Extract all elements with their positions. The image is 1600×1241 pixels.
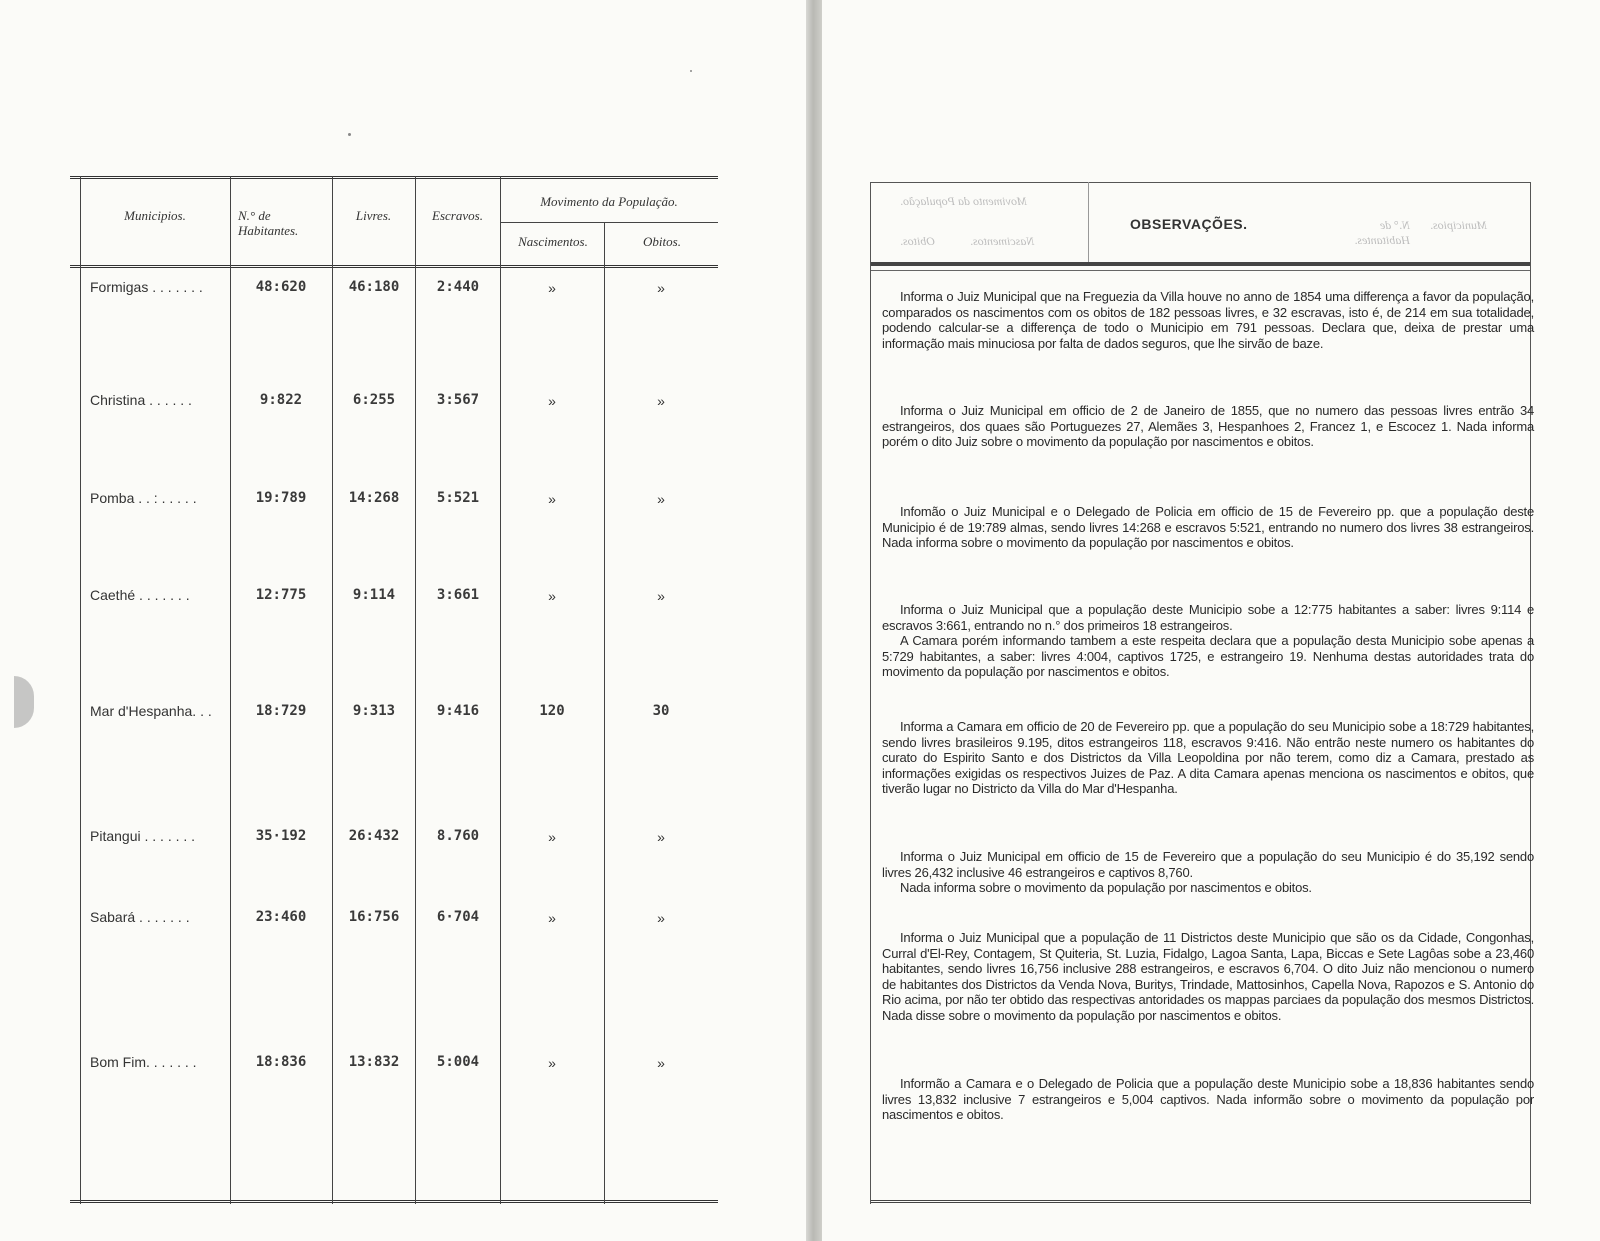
cell-escravos: 9:416 xyxy=(436,703,480,719)
observation-text: Informa o Juiz Municipal em officio de 15 de Fevereiro que a população do seu Municipio é do 35,192 sendo livres 26,432 inclusive 46 estrangeiros e captivos 8,760. xyxy=(882,849,1534,880)
cell-livres: 9:313 xyxy=(352,703,396,719)
movimento-divider xyxy=(500,222,718,223)
obs-header-border-thin xyxy=(870,270,1530,271)
binding-hole xyxy=(14,676,34,728)
header-escravos: Escravos. xyxy=(432,208,483,223)
cell-municipio: Mar d'Hespanha. . . xyxy=(90,703,212,719)
header-livres: Livres. xyxy=(355,208,392,223)
cell-municipio: Christina . . . . . . xyxy=(90,392,192,408)
cell-nascimentos: » xyxy=(548,280,556,296)
cell-habitantes: 18:836 xyxy=(255,1054,307,1070)
cell-obitos: » xyxy=(657,491,665,507)
table-top-border xyxy=(70,176,718,179)
header-movimento: Movimento da População. xyxy=(540,194,678,209)
population-table xyxy=(70,176,718,1206)
header-bottom-border xyxy=(70,265,718,268)
cell-escravos: 6·704 xyxy=(436,909,480,925)
ghost-habitantes: N.° de Habitantes. xyxy=(1354,218,1410,247)
col-line xyxy=(415,176,416,1204)
cell-livres: 13:832 xyxy=(348,1054,400,1070)
cell-livres: 26:432 xyxy=(348,828,400,844)
cell-nascimentos: » xyxy=(548,829,556,845)
obs-bottom-border xyxy=(870,1200,1530,1203)
cell-habitantes: 19:789 xyxy=(255,490,307,506)
cell-livres: 9:114 xyxy=(352,587,396,603)
header-habitantes: N.° de Habitantes. xyxy=(238,208,299,238)
col-line xyxy=(230,176,231,1204)
ghost-obitos: Obitos. xyxy=(900,234,936,248)
cell-municipio: Caethé . . . . . . . xyxy=(90,587,190,603)
table-bottom-border xyxy=(70,1200,718,1203)
cell-nascimentos: » xyxy=(548,910,556,926)
col-line xyxy=(332,176,333,1204)
cell-obitos: » xyxy=(657,829,665,845)
cell-obitos: » xyxy=(657,1055,665,1071)
cell-habitantes: 35·192 xyxy=(255,828,307,844)
observation-pitangui xyxy=(882,849,1534,896)
cell-escravos: 3:567 xyxy=(436,392,480,408)
cell-livres: 46:180 xyxy=(348,279,400,295)
cell-municipio: Formigas . . . . . . . xyxy=(90,279,203,295)
observations-title: OBSERVAÇÕES. xyxy=(1130,216,1248,232)
obs-header-divider xyxy=(1088,182,1089,262)
cell-nascimentos: » xyxy=(548,491,556,507)
observation-caethe xyxy=(882,602,1534,680)
observation-pomba xyxy=(882,504,1534,551)
ghost-movimento: Movimento da População. xyxy=(900,194,1027,208)
col-line xyxy=(604,222,605,1204)
observation-text: Informa o Juiz Municipal em officio de 2 de Janeiro de 1855, que no numero das pessoas livres entrão 34 estrangeiros, dos quaes são Portuguezes 27, Alemães 3, Hespanhoes 2, Francez 1, e Escocez 1. Nada informa porém o dito Juiz sobre o movimento da população por nascimentos e obitos. xyxy=(882,403,1534,449)
cell-municipio: Bom Fim. . . . . . . xyxy=(90,1054,197,1070)
cell-livres: 6:255 xyxy=(352,392,396,408)
observation-text: Informa o Juiz Municipal que na Freguezia da Villa houve no anno de 1854 uma differença a favor da população, comparados os nascimentos com os obitos de 182 pessoas livres, e 32 escravas, isto é, de 214 em sua totalidade, podendo calcular-se a differença de todo o Municipio em 791 pessoas. Declara que, deixa de prestar uma informação mais minuciosa por falta de dados seguros, que lhe sirvão de baze. xyxy=(882,289,1534,351)
observation-christina xyxy=(882,403,1534,450)
observation-text: Infomão o Juiz Municipal e o Delegado de Policia em officio de 15 de Fevereiro pp. que a população deste Municipio é de 19:789 almas, sendo livres 14:268 e escravos 5:521, entrando no numero dos livres 38 estrangeiros. Nada informa sobre o movimento da população por nascimentos e obitos. xyxy=(882,504,1534,550)
cell-escravos: 5:004 xyxy=(436,1054,480,1070)
header-obitos: Obitos. xyxy=(643,234,681,249)
cell-municipio: Pitangui . . . . . . . xyxy=(90,828,196,844)
ghost-municipios: Municipios. xyxy=(1430,218,1487,232)
paper-speck xyxy=(348,133,351,136)
cell-livres: 16:756 xyxy=(348,909,400,925)
observation-mar-dhespanha xyxy=(882,719,1534,797)
cell-obitos: » xyxy=(657,393,665,409)
cell-escravos: 8.760 xyxy=(436,828,480,844)
obs-top-border xyxy=(870,182,1530,183)
observation-bom-fim xyxy=(882,1076,1534,1123)
cell-municipio: Pomba . . : . . . . . xyxy=(90,490,197,506)
observation-formigas xyxy=(882,289,1534,351)
cell-escravos: 3:661 xyxy=(436,587,480,603)
cell-obitos: » xyxy=(657,280,665,296)
observation-sabara xyxy=(882,930,1534,1023)
book-gutter xyxy=(806,0,822,1241)
cell-escravos: 5:521 xyxy=(436,490,480,506)
cell-livres: 14:268 xyxy=(348,490,400,506)
cell-obitos: » xyxy=(657,588,665,604)
col-line xyxy=(500,176,501,1204)
ghost-nascimentos: Nascimentos. xyxy=(970,234,1035,248)
obs-header-border xyxy=(870,262,1530,266)
observation-text: Informa o Juiz Municipal que a população deste Municipio sobe a 12:775 habitantes a saber: livres 9:114 e escravos 3:661, entrando no n.° dos primeiros 18 estrangeiros. xyxy=(882,602,1534,633)
col-line xyxy=(80,176,81,1204)
cell-nascimentos: » xyxy=(548,393,556,409)
cell-habitantes: 23:460 xyxy=(255,909,307,925)
cell-nascimentos: » xyxy=(548,588,556,604)
cell-escravos: 2:440 xyxy=(436,279,480,295)
cell-habitantes: 18:729 xyxy=(255,703,307,719)
cell-obitos: 30 xyxy=(652,703,670,719)
cell-municipio: Sabará . . . . . . . xyxy=(90,909,190,925)
cell-habitantes: 48:620 xyxy=(255,279,307,295)
paper-speck xyxy=(690,70,692,72)
cell-obitos: » xyxy=(657,910,665,926)
obs-left-line xyxy=(870,182,871,1204)
cell-nascimentos: 120 xyxy=(539,703,565,719)
right-page xyxy=(822,0,1600,1241)
observation-text: A Camara porém informando tambem a este respeita declara que a população desta Municipio sobe apenas a 5:729 habitantes, a saber: livres 4:004, captivos 1725, e estrangeiro 19. Nenhuma destas autoridades trata do movimento da população por nascimentos e obitos. xyxy=(882,633,1534,679)
observation-text: Nada informa sobre o movimento da população por nascimentos e obitos. xyxy=(900,880,1312,895)
observation-text: Informa a Camara em officio de 20 de Fevereiro pp. que a população do seu Municipio sobe a 18:729 habitantes, sendo livres brasileiros 9.195, ditos estrangeiros 118, escravos 9:416. Não entrão neste numero os habitantes do curato do Espirito Santo e dos Districtos da Villa Leopoldina por não terem, como diz a Camara, prestado as informações exigidas os respectivos Juizes de Paz. A dita Camara apenas menciona os nascimentos e obitos, que tiverão lugar no Districto da Villa do Mar d'Hespanha. xyxy=(882,719,1534,796)
observation-text: Informa o Juiz Municipal que a população de 11 Districtos deste Municipio que são os da Cidade, Congonhas, Curral d'El-Rey, Contagem, St Quiteria, St. Luzia, Fidalgo, Lagoa Santa, Lapa, Biccas e Sete Lagôas sobe a 23,460 habitantes, sendo livres 16,756 inclusive 288 estrangeiros, e escravos 6,704. O dito Juiz não mencionou o numero de habitantes dos Districtos da Venda Nova, Buritys, Trindade, Mattosinhos, Capella Nova, Rapozos e S. Antonio do Rio acima, por não ter obtido das respectivas antoridades os mappas parciaes da população dos mesmos Districtos. Nada disse sobre o movimento da população por nascimentos e obitos. xyxy=(882,930,1534,1023)
cell-habitantes: 9:822 xyxy=(259,392,303,408)
cell-habitantes: 12:775 xyxy=(255,587,307,603)
observation-text: Informão a Camara e o Delegado de Policia que a população deste Municipio sobe a 18,836 habitantes sendo livres 13,832 inclusive 7 estrangeiros e 5,004 captivos. Nada informão sobre o movimento da população por nascimentos e obitos. xyxy=(882,1076,1534,1122)
cell-nascimentos: » xyxy=(548,1055,556,1071)
header-nascimentos: Nascimentos. xyxy=(518,234,588,249)
header-municipios: Municipios. xyxy=(124,208,186,223)
